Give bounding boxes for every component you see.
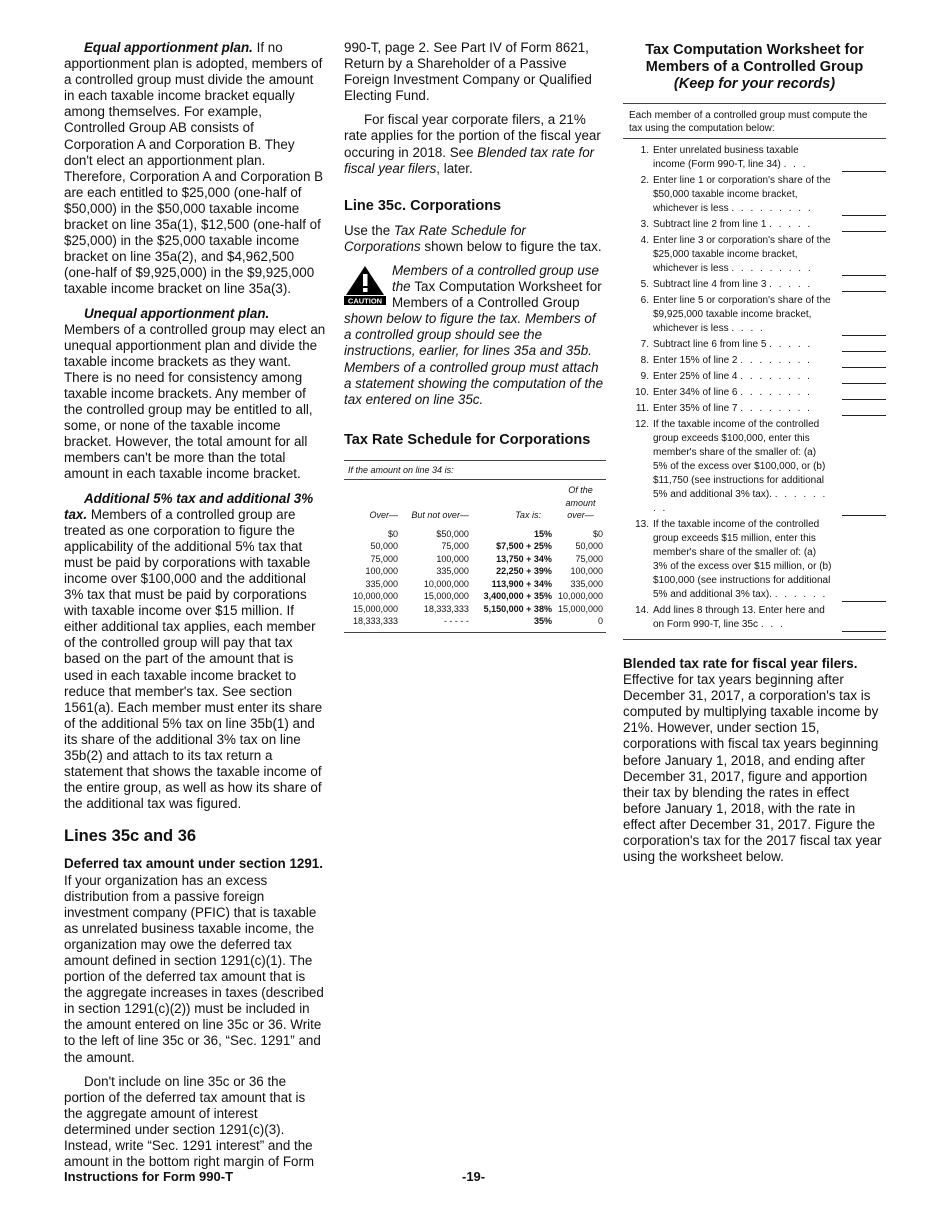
worksheet-line (623, 401, 886, 417)
worksheet-title (623, 42, 886, 93)
worksheet-line (623, 369, 886, 385)
worksheet-line-number: 1. (640, 145, 649, 156)
worksheet-line (623, 603, 886, 633)
use-text-a: Use the (344, 222, 394, 238)
worksheet-line-number: 9. (640, 371, 649, 382)
worksheet-line-label: Enter unrelated business taxable income (Form 990-T, line 34) (653, 145, 799, 170)
footer-form-name: Instructions for Form 990-T (64, 1169, 234, 1184)
table-row (344, 553, 606, 566)
table-row (344, 565, 606, 578)
cell: 0 (555, 615, 606, 632)
tax-rate-schedule-heading: Tax Rate Schedule for Corporations (344, 431, 591, 448)
worksheet-line-text (653, 604, 833, 632)
worksheet-line-text (653, 402, 833, 416)
cell: 100,000 (365, 566, 398, 577)
worksheet-line (623, 173, 886, 217)
cell: 10,000,000 (557, 591, 603, 602)
blended-rate-heading: Blended tax rate for fiscal year filers. (623, 656, 858, 671)
worksheet-entry-blank[interactable] (833, 370, 886, 384)
worksheet-line-text (653, 386, 833, 400)
worksheet-line-label: If the taxable income of the controlled group exceeds $100,000, enter this member's share of the smaller of: (a) 5% of the excess over $100,000, or (b) $11,750 (see instructions for additional 5% and additional 3% tax). (653, 419, 826, 500)
cell: 75,000 (441, 541, 469, 552)
cell: 22,250 + 39% (496, 566, 552, 577)
cell: 15% (533, 528, 552, 539)
worksheet-line (623, 293, 886, 337)
worksheet-line-text (653, 418, 833, 516)
worksheet-leader-dots: . . . . . . . . (740, 371, 812, 382)
worksheet-leader-dots: . . . . . . . . (740, 387, 812, 398)
cell: 113,900 + 34% (491, 578, 552, 589)
caution-text-b: shown below to figure the tax. Members of a controlled group should see the instructions, earlier, for lines 35a and 35b. Members of a controlled group must attach a statement showing the computation of the tax entered on line 35c. (344, 311, 604, 407)
worksheet-line-text (653, 354, 833, 368)
worksheet-line-label: Add lines 8 through 13. Enter here and on Form 990-T, line 35c (653, 605, 825, 630)
col-header-over: Over— (369, 510, 398, 521)
col-header-not-over: But not over— (411, 510, 469, 521)
worksheet-line-text (653, 234, 833, 276)
worksheet-line-label: Enter 25% of line 4 (653, 371, 738, 382)
worksheet-line-label: Subtract line 6 from line 5 (653, 339, 767, 350)
unequal-apportionment-paragraph (64, 306, 326, 483)
worksheet-line-text (653, 294, 833, 336)
cell: $0 (592, 528, 603, 539)
worksheet-leader-dots: . . . . . . . . . (731, 263, 813, 274)
worksheet-line-number: 5. (640, 279, 649, 290)
worksheet-line-label: Enter 35% of line 7 (653, 403, 738, 414)
worksheet-entry-blank[interactable] (833, 354, 886, 368)
worksheet-leader-dots: . . . . . (769, 279, 813, 290)
column-middle (344, 40, 606, 633)
equal-apportionment-heading: Equal apportionment plan. (84, 40, 253, 55)
worksheet-line (623, 143, 886, 173)
worksheet-leader-dots: . . . . . . (774, 589, 828, 600)
worksheet-line-number: 7. (640, 339, 649, 350)
worksheet-line-text (653, 518, 833, 602)
worksheet-line-text (653, 338, 833, 352)
worksheet-intro: Each member of a controlled group must compute the tax using the computation below: (623, 103, 886, 139)
blended-rate-body: Effective for tax years beginning after December 31, 2017, a corporation's tax is computed by multiplying taxable income by 21%. However, under section 15, corporations with fiscal tax years beginning before January 1, 2018, and ending after December 31, 2017, figure and apportion their tax by blending the rates in effect before January 1, 2018, with the rate in effect after December 31, 2017. Figure the corporation's tax for the 2017 fiscal tax year using the worksheet below. (623, 672, 882, 865)
worksheet-entry-blank[interactable] (833, 234, 886, 276)
cell: 100,000 (436, 553, 469, 564)
worksheet-line-text (653, 174, 833, 216)
col-header-amount-over: Of the amount over— (565, 485, 596, 521)
cell: 3,400,000 + 35% (483, 591, 552, 602)
caution-worksheet-title: Tax Computation Worksheet for Members of a Controlled Group (392, 279, 602, 311)
worksheet-line-number: 3. (640, 219, 649, 230)
worksheet-leader-dots: . . . . . . . . (653, 489, 828, 514)
cell: 75,000 (370, 553, 398, 564)
fiscal-text-a: For fiscal year corporate filers, a 21% rate applies for the portion of the fiscal year occuring in 2018. See (344, 112, 601, 160)
deferred-tax-paragraph (64, 856, 326, 1065)
worksheet-line-number: 12. (635, 419, 649, 430)
equal-apportionment-paragraph (64, 40, 326, 298)
worksheet-line (623, 337, 886, 353)
worksheet-line-number: 11. (635, 403, 649, 414)
worksheet-leader-dots: . . . . . . . . . (731, 203, 813, 214)
cell: 335,000 (436, 566, 469, 577)
worksheet-entry-blank[interactable] (833, 338, 886, 352)
worksheet-line-number: 4. (640, 235, 649, 246)
worksheet-line-label: Enter line 1 or corporation's share of the $50,000 taxable income bracket, whichever is less (653, 175, 831, 214)
continued-paragraph: 990-T, page 2. See Part IV of Form 8621, Return by a Shareholder of a Passive Foreign Investment Company or Qualified Electing Fund. (344, 40, 592, 104)
additional-tax-heading: Additional 5% tax and additional 3% tax. (64, 490, 314, 522)
worksheet-line-label: Enter line 3 or corporation's share of the $25,000 taxable income bracket, whichever is less (653, 235, 831, 274)
worksheet-line-number: 10. (635, 387, 649, 398)
cell: 18,333,333 (344, 615, 401, 632)
worksheet-line (623, 233, 886, 277)
worksheet-entry-blank[interactable] (833, 174, 886, 216)
fiscal-text-b: , later. (436, 160, 473, 176)
worksheet-entry-blank[interactable] (833, 402, 886, 416)
cell: 10,000,000 (352, 591, 398, 602)
worksheet-leader-dots: . . . . . (769, 219, 813, 230)
table-row (344, 528, 606, 541)
worksheet-line (623, 517, 886, 603)
worksheet-line-text (653, 278, 833, 292)
worksheet-line-number: 2. (640, 175, 649, 186)
additional-tax-paragraph (64, 491, 326, 813)
worksheet-line-label: Enter 15% of line 2 (653, 355, 738, 366)
table-row (344, 603, 606, 616)
caution-text-a: Members of a controlled group use the (392, 262, 599, 295)
column-right (623, 40, 886, 873)
worksheet-line-label: If the taxable income of the controlled group exceeds $15 million, enter this member's share of the smaller of: (a) 3% of the excess over $15 million, or (b) $100,000 (see instructions for additional 5% and additional 3% tax). (653, 519, 832, 600)
worksheet-line-label: Subtract line 2 from line 1 (653, 219, 767, 230)
worksheet-title-line1: Tax Computation Worksheet for (645, 42, 864, 58)
worksheet-leader-dots: . . . . . . . . (740, 355, 812, 366)
worksheet-line (623, 385, 886, 401)
worksheet-line (623, 217, 886, 233)
unequal-apportionment-body: Members of a controlled group may elect an unequal apportionment plan and divide the taxable income brackets as they want. There is no need for consistency among taxable income brackets. Any member of the controlled group may be entitled to all, some, or none of the taxable income bracket. However, the total amount for all members can't be more than the total amount in each taxable income bracket. (64, 321, 326, 482)
worksheet-line-text (653, 370, 833, 384)
worksheet-leader-dots: . . . . . (769, 339, 813, 350)
rate-schedule-reference: Tax Rate Schedule for Corporations (344, 222, 526, 254)
worksheet-entry-blank[interactable] (833, 144, 886, 172)
worksheet-line (623, 353, 886, 369)
worksheet-line (623, 417, 886, 517)
worksheet-line-text (653, 218, 833, 232)
cell: 50,000 (370, 541, 398, 552)
cell: - - - - - (401, 615, 472, 632)
cell: 15,000,000 (423, 591, 469, 602)
worksheet-line-label: Enter line 5 or corporation's share of the $9,925,000 taxable income bracket, whichever is less (653, 295, 831, 334)
worksheet-entry-blank[interactable] (833, 278, 886, 292)
col-header-tax-is: Tax is: (515, 510, 541, 521)
worksheet-title-line3: (Keep for your records) (673, 76, 836, 92)
cell: 18,333,333 (423, 603, 469, 614)
worksheet-entry-blank[interactable] (833, 518, 886, 602)
cell: 35% (472, 615, 555, 632)
cell: 15,000,000 (557, 603, 603, 614)
table-lead: If the amount on line 34 is: (344, 460, 606, 480)
line-35c-heading: Line 35c. Corporations (344, 197, 502, 214)
caution-label: CAUTION (347, 296, 383, 305)
worksheet-leader-dots: . . . . (731, 323, 765, 334)
worksheet-leader-dots: . . . (760, 619, 785, 630)
equal-apportionment-body: If no apportionment plan is adopted, members of a controlled group must divide the amount in each taxable income bracket equally among themselves. For example, Controlled Group AB consists of Corporation A and Corporation B. They don't elect an apportionment plan. Therefore, Corporation A and Corporation B are each entitled to $25,000 (one-half of $50,000) in the $50,000 taxable income bracket on line 35a(1), $12,500 (one-half of $25,000) in the $25,000 taxable income bracket on line 35a(2), and $4,962,500 (one-half of $9,925,000) in the $9,925,000 taxable income bracket on line 35a(3). (64, 40, 324, 297)
worksheet-entry-blank[interactable] (833, 418, 886, 516)
cell: 75,000 (575, 553, 603, 564)
tax-rate-schedule-table (344, 460, 606, 633)
caution-icon (344, 265, 386, 305)
worksheet-leader-dots: . . . (783, 159, 808, 170)
worksheet-leader-dots: . . . . . . . . (740, 403, 812, 414)
lines-35c-36-heading: Lines 35c and 36 (64, 827, 197, 846)
cell: 13,750 + 34% (496, 553, 552, 564)
cell: 5,150,000 + 38% (483, 603, 552, 614)
worksheet-line-number: 13. (635, 519, 649, 530)
table-row (344, 540, 606, 553)
additional-tax-body: Members of a controlled group are treated as one corporation to figure the applicability of the additional 5% tax that must be paid by corporations with taxable income over $100,000 and the additional 3% tax that must be paid by corporations with taxable income over $15 million. If either additional tax applies, each member of the controlled group will pay that tax based on the part of the amount that is used in each taxable income bracket to reduce that member's tax. See section 1561(a). Each member must enter its share of the additional 5% tax on line 35b(1) and its share of the additional 3% tax on line 35b(2) and attach to its tax return a statement that shows the taxable income of the entire group, as well as how its share of the additional tax was figured. (64, 506, 323, 812)
worksheet-line-number: 8. (640, 355, 649, 366)
cell: 335,000 (570, 578, 603, 589)
worksheet-title-line2: Members of a Controlled Group (645, 59, 864, 75)
worksheet-entry-blank[interactable] (833, 218, 886, 232)
use-text-b: shown below to figure the tax. (420, 238, 602, 254)
worksheet-lines (623, 143, 886, 640)
worksheet-line-label: Subtract line 4 from line 3 (653, 279, 767, 290)
worksheet-line-label: Enter 34% of line 6 (653, 387, 738, 398)
page-number: -19- (462, 1169, 486, 1184)
unequal-apportionment-heading: Unequal apportionment plan. (84, 305, 270, 321)
cell: 335,000 (365, 578, 398, 589)
column-left (64, 40, 326, 1178)
blended-rate-reference: Blended tax rate for fiscal year filers (344, 144, 595, 176)
cell: 50,000 (575, 541, 603, 552)
worksheet-entry-blank[interactable] (833, 294, 886, 336)
cell: 100,000 (570, 566, 603, 577)
cell: $7,500 + 25% (496, 541, 552, 552)
worksheet-line (623, 277, 886, 293)
deferred-tax-heading: Deferred tax amount under section 1291. (64, 856, 323, 872)
worksheet-line-text (653, 144, 833, 172)
cell: $0 (387, 528, 398, 539)
cell: 15,000,000 (352, 603, 398, 614)
table-row (344, 590, 606, 603)
fiscal-year-paragraph (344, 112, 606, 176)
cell: 10,000,000 (423, 578, 469, 589)
table-row (344, 615, 606, 632)
table-row (344, 578, 606, 591)
cell: $50,000 (436, 528, 469, 539)
dont-include-paragraph: Don't include on line 35c or 36 the portion of the deferred tax amount that is the aggregate amount of interest determined under section 1291(c)(3). Instead, write “Sec. 1291 interest” and the amount in the bottom right margin of Form (64, 1073, 315, 1170)
worksheet-entry-blank[interactable] (833, 604, 886, 632)
worksheet-line-number: 14. (635, 605, 649, 616)
deferred-tax-body: If your organization has an excess distribution from a passive foreign investment company (PFIC) that is taxable as unrelated business taxable income, the organization may owe the deferred tax amount defined in section 1291(c)(1). The portion of the deferred tax amount that is the aggregate increases in taxes (described in section 1291(c)(2)) must be included in the amount entered on line 35c or 36. Write to the left of line 35c or 36, “Sec. 1291” and the amount. (64, 872, 324, 1065)
worksheet-line-number: 6. (640, 295, 649, 306)
worksheet-entry-blank[interactable] (833, 386, 886, 400)
caution-note (344, 263, 606, 408)
use-schedule-paragraph (344, 223, 606, 255)
